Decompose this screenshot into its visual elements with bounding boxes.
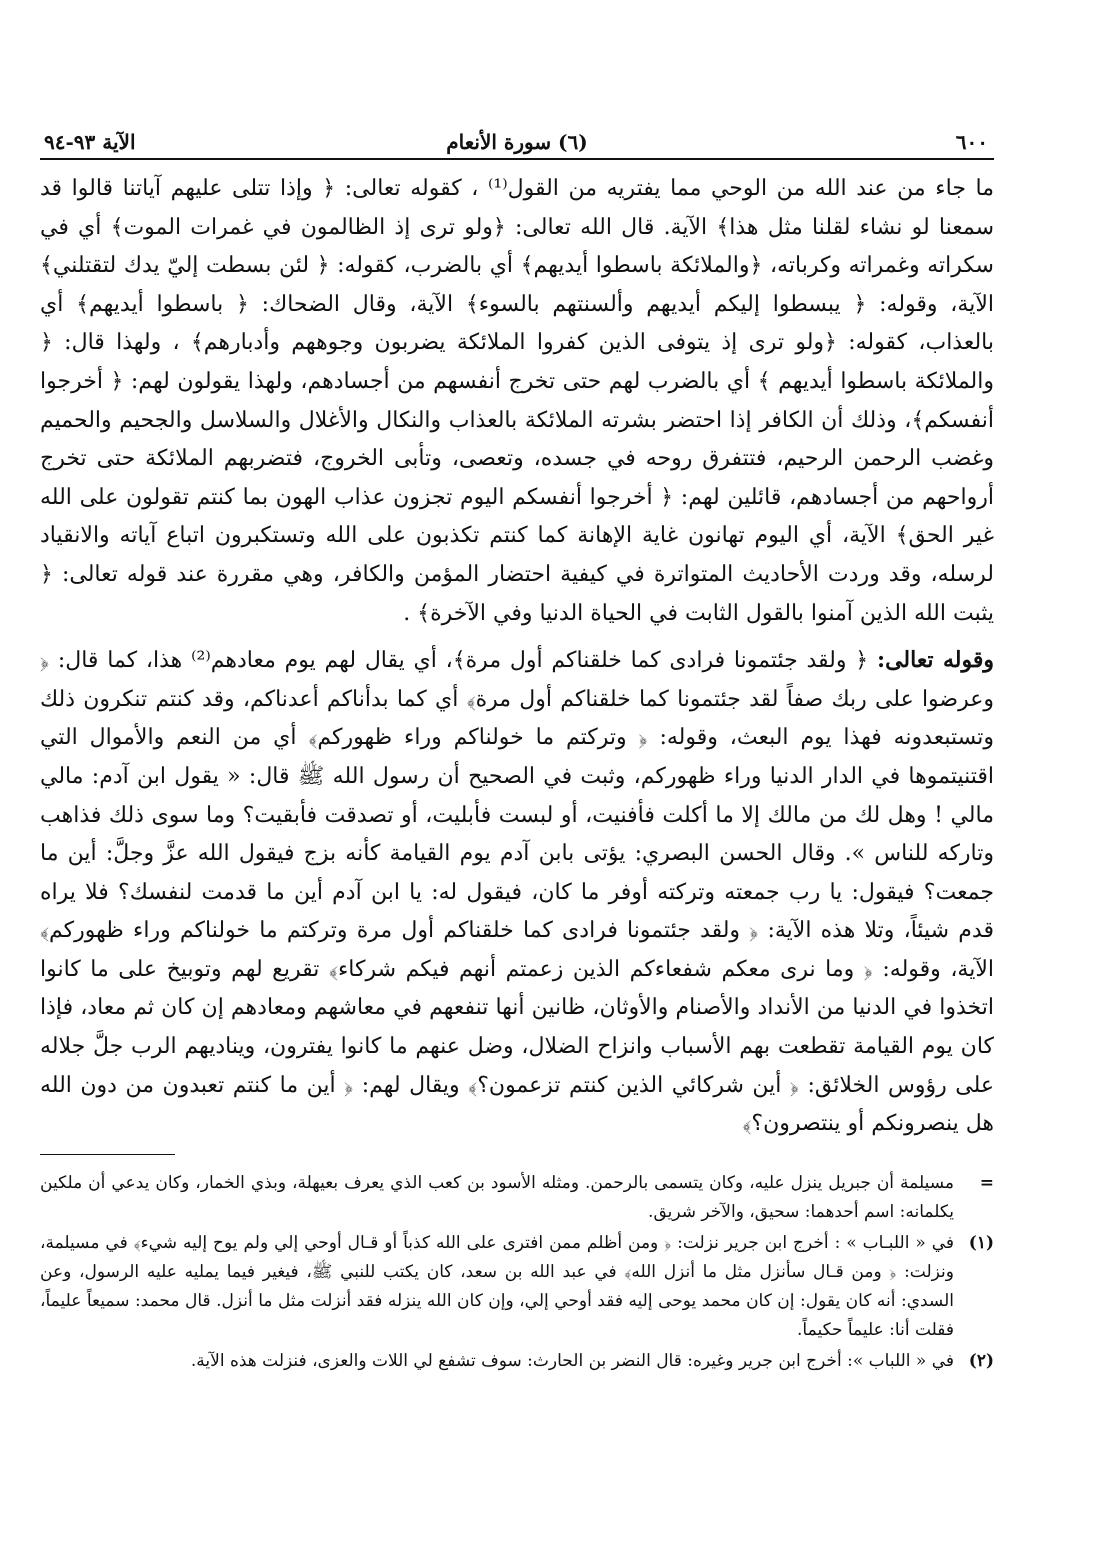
book-page [40, 118, 994, 1378]
footnote-1 [40, 1229, 994, 1345]
paragraph-2 [40, 641, 994, 1144]
footnote-separator [40, 1154, 175, 1155]
footnote-mark: (١) [968, 1232, 994, 1253]
footnote-separator-wrap [40, 1144, 994, 1169]
footnote-text: في « اللباب »: أخرج ابن جرير وغيره: قال النضر بن الحارث: سوف تشفع لي اللات والعزى، فنزلت هذه الآية. [190, 1350, 954, 1371]
footnote-mark: (٢) [968, 1350, 994, 1371]
page-number: ٦٠٠ [955, 130, 988, 154]
footnote-continued [40, 1169, 994, 1227]
paragraph-1: ما جاء من عند الله من الوحي مما يفتريه من القول⁽¹⁾ ، كقوله تعالى: ﴿ وإذا تتلى عليهم آياتنا قالوا قد سمعنا لو نشاء لقلنا مثل هذا﴾ الآية. قال الله تعالى: ﴿ولو ترى إذ الظالمون في غمرات الموت﴾ أي في سكراته وغمراته وكرباته، ﴿والملائكة باسطوا أيديهم﴾ أي بالضرب، كقوله: ﴿ لئن بسطت إليّ يدك لتقتلني﴾ الآية، وقوله: ﴿ يبسطوا إليكم أيديهم وألسنتهم بالسوء﴾ الآية، وقال الضحاك: ﴿ باسطوا أيديهم﴾ أي بالعذاب، كقوله: ﴿ولو ترى إذ يتوفى الذين كفروا الملائكة يضربون وجوههم وأدبارهم﴾ ، ولهذا قال: ﴿ والملائكة باسطوا أيديهم ﴾ أي بالضرب لهم حتى تخرج أنفسهم من أجسادهم، ولهذا يقولون لهم: ﴿ أخرجوا أنفسكم﴾، وذلك أن الكافر إذا احتضر بشرته الملائكة بالعذاب والنكال والأغلال والسلاسل والجحيم والحميم وغضب الرحمن الرحيم، فتتفرق روحه في جسده، وتعصى، وتأبى الخروج، فتضربهم الملائكة حتى تخرج أرواحهم من أجسادهم، قائلين لهم: ﴿ أخرجوا أنفسكم اليوم تجزون عذاب الهون بما كنتم تقولون على الله غير الحق﴾ الآية، أي اليوم تهانون غاية الإهانة كما كنتم تكذبون على الله وتستكبرون اتباع آياته والانقياد لرسله، وقد وردت الأحاديث المتواترة في كيفية احتضار المؤمن والكافر، وهي مقررة عند قوله تعالى: ﴿ يثبت الله الذين آمنوا بالقول الثابت في الحياة الدنيا وفي الآخرة﴾ . [40, 176, 994, 626]
footnote-text: مسيلمة أن جبريل ينزل عليه، وكان يتسمى بالرحمن. ومثله الأسود بن كعب الذي يعرف بعيهلة، وبذي الخمار، وكان يدعي أن ملكين يكلمانه: اسم أحدهما: سحيق، والآخر شريق. [40, 1172, 954, 1222]
footnote-text: في « اللبـاب » : أخرج ابن جرير نزلت: ﴿ ومن أظلم ممن افترى على الله كذباً أو قـال أوحي إلي ولم يوح إليه شيء﴾ في مسيلمة، ونزلت: ﴿ ومن قـال سأنزل مثل ما أنزل الله﴾ في عبد الله بن سعد، كان يكتب للنبي ﷺ، فيغير فيما يمليه عليه الرسول، وعن السدي: أنه كان يقول: إن كان محمد يوحى إليه فقد أوحي إلي، وإن كان الله ينزله فقد أنزلت مثل ما أنزل. قال محمد: سميعاً عليماً، فقلت أنا: عليماً حكيماً. [40, 1232, 954, 1340]
verse-range: الآية ٩٣-٩٤ [44, 130, 136, 154]
footnote-2 [40, 1347, 994, 1376]
paragraph-2-lead: وقوله تعالى: [876, 647, 995, 674]
running-header [40, 118, 994, 160]
main-text [40, 170, 994, 1144]
footnote-mark: = [979, 1172, 994, 1193]
surah-title: (٦) سورة الأنعام [446, 130, 588, 154]
paragraph-2-text: ﴿ ولقد جئتمونا فرادى كما خلقناكم أول مرة﴾، أي يقال لهم يوم معادهم⁽²⁾ هذا، كما قال: ﴿ وعرضوا على ربك صفاً لقد جئتمونا كما خلقناكم أول مرة﴾ أي كما بدأناكم أعدناكم، وقد كنتم تنكرون ذلك وتستبعدونه فهذا يوم البعث، وقوله: ﴿ وتركتم ما خولناكم وراء ظهوركم﴾ أي من النعم والأموال التي اقتنيتموها في الدار الدنيا وراء ظهوركم، وثبت في الصحيح أن رسول الله ﷺ قال: « يقول ابن آدم: مالي مالي ! وهل لك من مالك إلا ما أكلت فأفنيت، أو لبست فأبليت، أو تصدقت فأبقيت؟ وما سوى ذلك فذاهب وتاركه للناس ». وقال الحسن البصري: يؤتى بابن آدم يوم القيامة كأنه بزج فيقول الله عزَّ وجلَّ: أين ما جمعت؟ فيقول: يا رب جمعته وتركته أوفر ما كان، فيقول له: يا ابن آدم أين ما قدمت لنفسك؟ فلا يراه قدم شيئاً، وتلا هذه الآية: ﴿ ولقد جئتمونا فرادى كما خلقناكم أول مرة وتركتم ما خولناكم وراء ظهوركم﴾ الآية، وقوله: ﴿ وما نرى معكم شفعاءكم الذين زعمتم أنهم فيكم شركاء﴾ تقريع لهم وتوبيخ على ما كانوا اتخذوا في الدنيا من الأنداد والأصنام والأوثان، ظانين أنها تنفعهم في معاشهم ومعادهم إن كان ثم معاد، فإذا كان يوم القيامة تقطعت بهم الأسباب وانزاح الضلال، وضل عنهم ما كانوا يفترون، ويناديهم الرب جلَّ جلاله على رؤوس الخلائق: ﴿ أين شركائي الذين كنتم تزعمون؟﴾ ويقال لهم: ﴿ أين ما كنتم تعبدون من دون الله هل ينصرونكم أو ينتصرون؟﴾ [40, 648, 994, 1137]
footnotes [40, 1169, 994, 1376]
